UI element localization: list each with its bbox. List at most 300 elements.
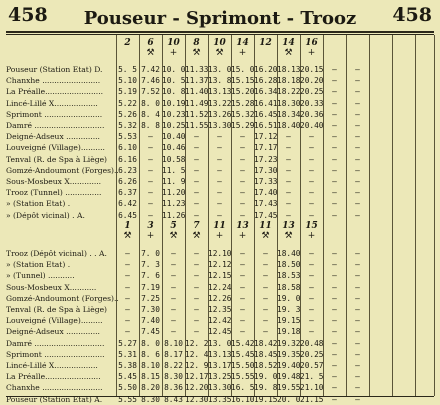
lower-train-symbol: + [238, 231, 247, 241]
lower-time-cell: 19. 0 [254, 372, 277, 382]
upper-time-cell: 13.22 [208, 98, 231, 108]
lower-time-cell: — [355, 361, 360, 370]
lower-time-cell: 12.35 [208, 305, 231, 314]
lower-time-cell: — [355, 394, 360, 404]
upper-time-cell: 10.19 [162, 98, 185, 108]
upper-time-cell: — [194, 188, 199, 198]
upper-station-name: Gomzé-Andoumont (Forges).. [6, 165, 119, 175]
lower-time-cell: 13.17 [208, 361, 231, 370]
upper-station-name: La Préalle........................ [6, 87, 104, 97]
lower-time-cell: 18.58 [277, 282, 300, 292]
upper-time-cell: 5.53 [118, 132, 137, 142]
upper-time-cell: 20.40 [300, 121, 323, 130]
lower-time-cell: — [355, 271, 360, 281]
upper-time-cell: — [217, 199, 222, 209]
lower-time-cell: 7.45 [141, 327, 160, 337]
lower-train-number: 13 [236, 221, 249, 231]
lower-time-cell: — [355, 327, 360, 337]
lower-train-symbol: ⚒ [169, 231, 178, 241]
lower-time-cell: 7. 3 [141, 260, 160, 270]
lower-time-cell: — [240, 293, 245, 303]
upper-time-cell: 18.30 [277, 98, 300, 108]
upper-time-cell: 6.10 [118, 143, 137, 153]
upper-time-cell: 11.33 [185, 65, 208, 74]
upper-time-cell: 17.45 [254, 210, 277, 220]
upper-time-cell: 20.36 [300, 109, 323, 119]
lower-time-cell: 12.26 [208, 293, 231, 303]
upper-time-cell: 17.30 [254, 165, 277, 175]
upper-time-cell: 10.40 [162, 132, 185, 142]
lower-time-cell: — [125, 249, 130, 258]
upper-time-cell: — [332, 98, 337, 108]
lower-time-cell: — [125, 260, 130, 270]
upper-time-cell: — [355, 87, 360, 97]
upper-train-number: 12 [259, 38, 272, 48]
lower-train-number: 11 [259, 221, 272, 231]
upper-time-cell: — [309, 154, 314, 164]
upper-time-cell: — [194, 165, 199, 175]
lower-time-cell: 12. 4 [185, 349, 208, 359]
upper-time-cell: — [217, 143, 222, 153]
upper-time-cell: 15.28 [231, 98, 254, 108]
upper-time-cell: — [286, 154, 291, 164]
upper-time-cell: 5.22 [118, 98, 137, 108]
upper-time-cell: 11.23 [162, 199, 185, 209]
upper-train-symbol: ⚒ [284, 48, 293, 58]
upper-time-cell: — [355, 109, 360, 119]
lower-time-cell: — [171, 327, 176, 337]
upper-time-cell: — [332, 188, 337, 198]
lower-time-cell: 12. 9 [185, 361, 208, 370]
lower-station-name: Tenval (R. de Spa à Liège) [6, 305, 108, 314]
upper-time-cell: 16.41 [254, 98, 277, 108]
lower-time-cell: 7.30 [141, 305, 160, 314]
lower-time-cell: — [332, 249, 337, 258]
lower-time-cell: 8.36 [164, 383, 183, 393]
lower-time-cell: 8.30 [141, 394, 160, 404]
lower-time-cell: — [332, 349, 337, 359]
upper-station-name: » (Dépôt vicinal) . A. [6, 210, 85, 220]
upper-train-number: 6 [147, 38, 154, 48]
lower-time-cell: — [171, 316, 176, 326]
upper-time-cell: — [240, 177, 245, 186]
lower-time-cell: 7.25 [141, 293, 160, 303]
lower-time-cell: 19.15 [254, 394, 277, 404]
lower-time-cell: — [125, 327, 130, 337]
upper-station-name: Sprimont ........................ [6, 109, 103, 119]
upper-time-cell: 11.55 [185, 121, 208, 130]
lower-time-cell: 12.10 [208, 249, 231, 258]
lower-time-cell: — [171, 282, 176, 292]
lower-time-cell: 20.25 [300, 349, 323, 359]
upper-time-cell: — [309, 177, 314, 186]
upper-time-cell: — [194, 132, 199, 142]
upper-train-number: 10 [167, 38, 180, 48]
lower-time-cell: — [240, 271, 245, 281]
lower-time-cell: — [332, 327, 337, 337]
upper-time-cell: — [286, 188, 291, 198]
lower-station-name: Lincé-Lillé X.................. [6, 361, 98, 370]
upper-time-cell: 16.34 [254, 87, 277, 97]
upper-time-cell: — [240, 210, 245, 220]
upper-time-cell: 7.46 [141, 76, 160, 86]
lower-station-name: Louveigné (Village)......... [6, 316, 103, 326]
upper-time-cell: — [332, 177, 337, 186]
lower-time-cell: — [309, 316, 314, 326]
upper-time-cell: 17.23 [254, 154, 277, 164]
upper-train-symbol: ⚒ [192, 48, 201, 58]
upper-time-cell: 13.30 [208, 121, 231, 130]
upper-time-cell: 10. 8 [162, 87, 185, 97]
lower-time-cell: 15.45 [231, 349, 254, 359]
lower-station-name: » (Station Etat) . [6, 260, 71, 270]
upper-train-number: 14 [236, 38, 249, 48]
lower-time-cell: 13.30 [208, 383, 231, 393]
lower-time-cell: — [355, 249, 360, 258]
upper-time-cell: 18.22 [277, 87, 300, 97]
lower-time-cell: 19.55 [277, 383, 300, 393]
upper-time-cell: 8. 0 [141, 98, 160, 108]
lower-time-cell: — [355, 305, 360, 314]
lower-time-cell: 19.40 [277, 361, 300, 370]
upper-time-cell: — [194, 143, 199, 153]
upper-time-cell: 18.13 [277, 65, 300, 74]
upper-time-cell: — [309, 199, 314, 209]
lower-time-cell: 8. 0 [141, 338, 160, 348]
upper-time-cell: 17.12 [254, 132, 277, 142]
lower-time-cell: 18.42 [254, 338, 277, 348]
lower-time-cell: — [355, 372, 360, 382]
lower-time-cell: 18.50 [277, 260, 300, 270]
lower-time-cell: 13. 0 [208, 338, 231, 348]
lower-time-cell: 5.55 [118, 394, 137, 404]
lower-time-cell: — [194, 293, 199, 303]
upper-time-cell: — [148, 154, 153, 164]
lower-time-cell: 8.43 [164, 394, 183, 404]
lower-train-number: 7 [193, 221, 200, 231]
lower-time-cell: — [309, 327, 314, 337]
lower-time-cell: — [263, 271, 268, 281]
lower-time-cell: — [355, 383, 360, 393]
upper-train-symbol: + [169, 48, 178, 58]
lower-time-cell: — [240, 305, 245, 314]
upper-time-cell: 13. 8 [208, 76, 231, 86]
upper-time-cell: — [148, 199, 153, 209]
lower-time-cell: 12.20 [185, 383, 208, 393]
lower-time-cell: 12. 2 [185, 338, 208, 348]
upper-time-cell: — [194, 154, 199, 164]
upper-time-cell: — [332, 132, 337, 142]
lower-time-cell: 8.20 [141, 383, 160, 393]
lower-time-cell: 12.45 [208, 327, 231, 337]
upper-time-cell: 6.37 [118, 188, 137, 198]
upper-time-cell: 8. 4 [141, 109, 160, 119]
upper-time-cell: 10. 0 [162, 65, 185, 74]
upper-station-name: Lincé-Lillé X.................. [6, 98, 98, 108]
upper-train-symbol: ⚒ [215, 48, 224, 58]
lower-time-cell: — [309, 293, 314, 303]
lower-time-cell: — [171, 260, 176, 270]
upper-time-cell: — [355, 121, 360, 130]
horizontal-rule [6, 31, 434, 33]
upper-time-cell: 15.32 [231, 109, 254, 119]
lower-time-cell: 19. 0 [277, 293, 300, 303]
upper-time-cell: — [240, 188, 245, 198]
upper-time-cell: — [286, 177, 291, 186]
lower-time-cell: — [125, 316, 130, 326]
lower-time-cell: — [332, 271, 337, 281]
lower-time-cell: 19. 3 [277, 305, 300, 314]
upper-time-cell: — [217, 132, 222, 142]
upper-time-cell: — [217, 188, 222, 198]
upper-time-cell: 16.20 [254, 65, 277, 74]
upper-time-cell: — [240, 165, 245, 175]
lower-time-cell: 20. 0 [277, 394, 300, 404]
upper-station-name: Tenval (R. de Spa à Liège) [6, 154, 108, 164]
upper-time-cell: — [309, 132, 314, 142]
upper-time-cell: — [194, 199, 199, 209]
lower-time-cell: — [355, 349, 360, 359]
lower-time-cell: 12.15 [208, 271, 231, 281]
lower-station-name: Deigné-Adseux .............. [6, 327, 100, 337]
upper-train-number: 10 [213, 38, 226, 48]
upper-time-cell: — [148, 132, 153, 142]
upper-train-number: 14 [282, 38, 295, 48]
upper-time-cell: 15. 0 [231, 65, 254, 74]
lower-time-cell: — [171, 293, 176, 303]
lower-time-cell: 20.48 [300, 338, 323, 348]
upper-time-cell: 6.45 [118, 210, 137, 220]
upper-time-cell: 11.49 [185, 98, 208, 108]
upper-station-name: » (Station Etat) . [6, 199, 71, 209]
upper-time-cell: — [355, 210, 360, 220]
lower-time-cell: 8.22 [164, 361, 183, 370]
column-rule [415, 35, 416, 396]
upper-time-cell: 13. 0 [208, 65, 231, 74]
lower-train-symbol: + [215, 231, 224, 241]
lower-time-cell: 13.35 [208, 394, 231, 404]
upper-station-name: Trooz (Tunnel) ............... [6, 188, 102, 198]
upper-time-cell: — [332, 65, 337, 74]
upper-time-cell: — [332, 109, 337, 119]
lower-time-cell: — [240, 327, 245, 337]
upper-station-name: Damré ............................. [6, 121, 105, 130]
upper-time-cell: 11.52 [185, 109, 208, 119]
upper-time-cell: — [286, 132, 291, 142]
upper-station-name: Deigné-Adseux .............. [6, 132, 100, 142]
upper-time-cell: — [286, 210, 291, 220]
upper-time-cell: 20.15 [300, 65, 323, 74]
upper-train-number: 2 [124, 38, 131, 48]
upper-time-cell: — [309, 165, 314, 175]
lower-time-cell: — [332, 372, 337, 382]
column-rule [434, 35, 435, 396]
upper-time-cell: 7.42 [141, 65, 160, 74]
lower-time-cell: 8.10 [141, 361, 160, 370]
lower-time-cell: 18.45 [254, 349, 277, 359]
upper-time-cell: 20.33 [300, 98, 323, 108]
lower-time-cell: 21.15 [300, 394, 323, 404]
lower-time-cell: — [309, 282, 314, 292]
lower-time-cell: 15.50 [231, 361, 254, 370]
upper-time-cell: — [332, 143, 337, 153]
lower-time-cell: — [194, 260, 199, 270]
lower-time-cell: 16. 5 [231, 383, 254, 393]
upper-time-cell: 15.15 [231, 76, 254, 86]
lower-time-cell: 19.32 [277, 338, 300, 348]
upper-time-cell: — [148, 177, 153, 186]
upper-train-symbol: + [238, 48, 247, 58]
lower-station-name: Gomzé-Andoumont (Forges).. [6, 293, 119, 303]
upper-time-cell: — [309, 188, 314, 198]
upper-time-cell: — [148, 210, 153, 220]
lower-time-cell: 18.40 [277, 249, 300, 258]
lower-time-cell: 21. 5 [300, 372, 323, 382]
lower-station-name: Chanxhe ......................... [6, 383, 103, 393]
upper-time-cell: — [217, 177, 222, 186]
lower-time-cell: 12.24 [208, 282, 231, 292]
lower-time-cell: — [263, 316, 268, 326]
lower-train-number: 3 [147, 221, 154, 231]
upper-time-cell: — [355, 143, 360, 153]
upper-time-cell: 6.42 [118, 199, 137, 209]
upper-time-cell: 5. 5 [118, 65, 137, 74]
lower-time-cell: — [263, 305, 268, 314]
upper-time-cell: — [240, 154, 245, 164]
lower-time-cell: — [355, 260, 360, 270]
lower-station-name: Pouseur (Station Etat) A. [6, 394, 103, 404]
lower-time-cell: 7.19 [141, 282, 160, 292]
upper-time-cell: 11.20 [162, 188, 185, 198]
upper-time-cell: 10.23 [162, 109, 185, 119]
upper-time-cell: — [194, 177, 199, 186]
lower-time-cell: — [263, 293, 268, 303]
upper-time-cell: — [309, 143, 314, 153]
lower-time-cell: 13.13 [208, 349, 231, 359]
lower-time-cell: 21.10 [300, 383, 323, 393]
lower-time-cell: — [171, 271, 176, 281]
upper-time-cell: — [309, 210, 314, 220]
lower-station-name: » (Tunnel) ........... [6, 271, 75, 281]
upper-time-cell: — [332, 154, 337, 164]
upper-time-cell: 11.37 [185, 76, 208, 86]
lower-time-cell: 19.15 [277, 316, 300, 326]
upper-time-cell: — [332, 210, 337, 220]
upper-time-cell: 10. 5 [162, 76, 185, 86]
lower-time-cell: — [355, 282, 360, 292]
lower-time-cell: — [125, 293, 130, 303]
lower-train-symbol: ⚒ [261, 231, 270, 241]
lower-time-cell: — [309, 271, 314, 281]
lower-station-name: Trooz (Dépôt vicinal) . . A. [6, 249, 107, 258]
lower-time-cell: — [332, 260, 337, 270]
upper-time-cell: 17.17 [254, 143, 277, 153]
lower-time-cell: — [194, 316, 199, 326]
lower-time-cell: 7. 0 [141, 249, 160, 258]
upper-time-cell: — [148, 188, 153, 198]
lower-station-name: La Préalle....................... [6, 372, 101, 382]
lower-time-cell: 19. 8 [254, 383, 277, 393]
upper-station-name: Louveigné (Village).......... [6, 143, 105, 153]
lower-time-cell: 15.55 [231, 372, 254, 382]
lower-time-cell: 18.53 [277, 271, 300, 281]
upper-time-cell: 17.33 [254, 177, 277, 186]
upper-time-cell: — [355, 132, 360, 142]
lower-time-cell: — [332, 383, 337, 393]
upper-time-cell: 16.28 [254, 76, 277, 86]
upper-time-cell: 5.26 [118, 109, 137, 119]
lower-train-number: 1 [124, 221, 131, 231]
page-number-right: 458 [392, 4, 432, 26]
upper-time-cell: — [355, 188, 360, 198]
upper-time-cell: 11. 5 [162, 165, 185, 175]
upper-time-cell: — [240, 143, 245, 153]
upper-time-cell: 11.26 [162, 210, 185, 220]
lower-time-cell: — [332, 316, 337, 326]
upper-time-cell: 5.10 [118, 76, 137, 86]
lower-time-cell: — [263, 260, 268, 270]
lower-time-cell: — [240, 282, 245, 292]
upper-time-cell: 18.34 [277, 109, 300, 119]
upper-time-cell: 6.26 [118, 177, 137, 186]
upper-train-number: 16 [305, 38, 318, 48]
upper-time-cell: — [240, 132, 245, 142]
lower-train-symbol: + [146, 231, 155, 241]
lower-time-cell: 12.12 [208, 260, 231, 270]
lower-time-cell: — [355, 338, 360, 348]
lower-time-cell: — [194, 271, 199, 281]
upper-time-cell: — [148, 165, 153, 175]
upper-time-cell: — [217, 210, 222, 220]
upper-time-cell: — [286, 143, 291, 153]
upper-time-cell: 17.40 [254, 188, 277, 198]
upper-time-cell: 10.25 [162, 121, 185, 130]
lower-time-cell: — [194, 305, 199, 314]
lower-time-cell: 5.45 [118, 372, 137, 382]
upper-time-cell: 10.58 [162, 154, 185, 164]
lower-time-cell: — [332, 394, 337, 404]
lower-time-cell: — [194, 249, 199, 258]
upper-time-cell: — [355, 177, 360, 186]
lower-time-cell: 12.30 [185, 394, 208, 404]
lower-time-cell: — [194, 327, 199, 337]
upper-time-cell: 6.16 [118, 154, 137, 164]
lower-time-cell: 8.15 [141, 372, 160, 382]
lower-time-cell: 8.17 [164, 349, 183, 359]
lower-time-cell: 12.42 [208, 316, 231, 326]
upper-time-cell: 6.23 [118, 165, 137, 175]
upper-time-cell: 20.20 [300, 76, 323, 86]
upper-time-cell: — [217, 154, 222, 164]
upper-time-cell: — [194, 210, 199, 220]
upper-time-cell: 20.25 [300, 87, 323, 97]
upper-time-cell: 16.45 [254, 109, 277, 119]
lower-time-cell: — [194, 282, 199, 292]
upper-time-cell: 7.52 [141, 87, 160, 97]
lower-time-cell: — [332, 293, 337, 303]
lower-time-cell: — [263, 327, 268, 337]
lower-time-cell: 8.10 [164, 338, 183, 348]
lower-time-cell: 12.17 [185, 372, 208, 382]
lower-train-number: 15 [305, 221, 318, 231]
upper-station-name: Pouseur (Station Etat) D. [6, 65, 103, 74]
upper-station-name: Sous-Mosbeux X............. [6, 177, 102, 186]
lower-time-cell: — [240, 249, 245, 258]
lower-time-cell: — [125, 305, 130, 314]
page-number-left: 458 [8, 4, 48, 26]
page-title: Pouseur - Sprimont - Trooz [83, 8, 357, 29]
upper-time-cell: 18.18 [277, 76, 300, 86]
